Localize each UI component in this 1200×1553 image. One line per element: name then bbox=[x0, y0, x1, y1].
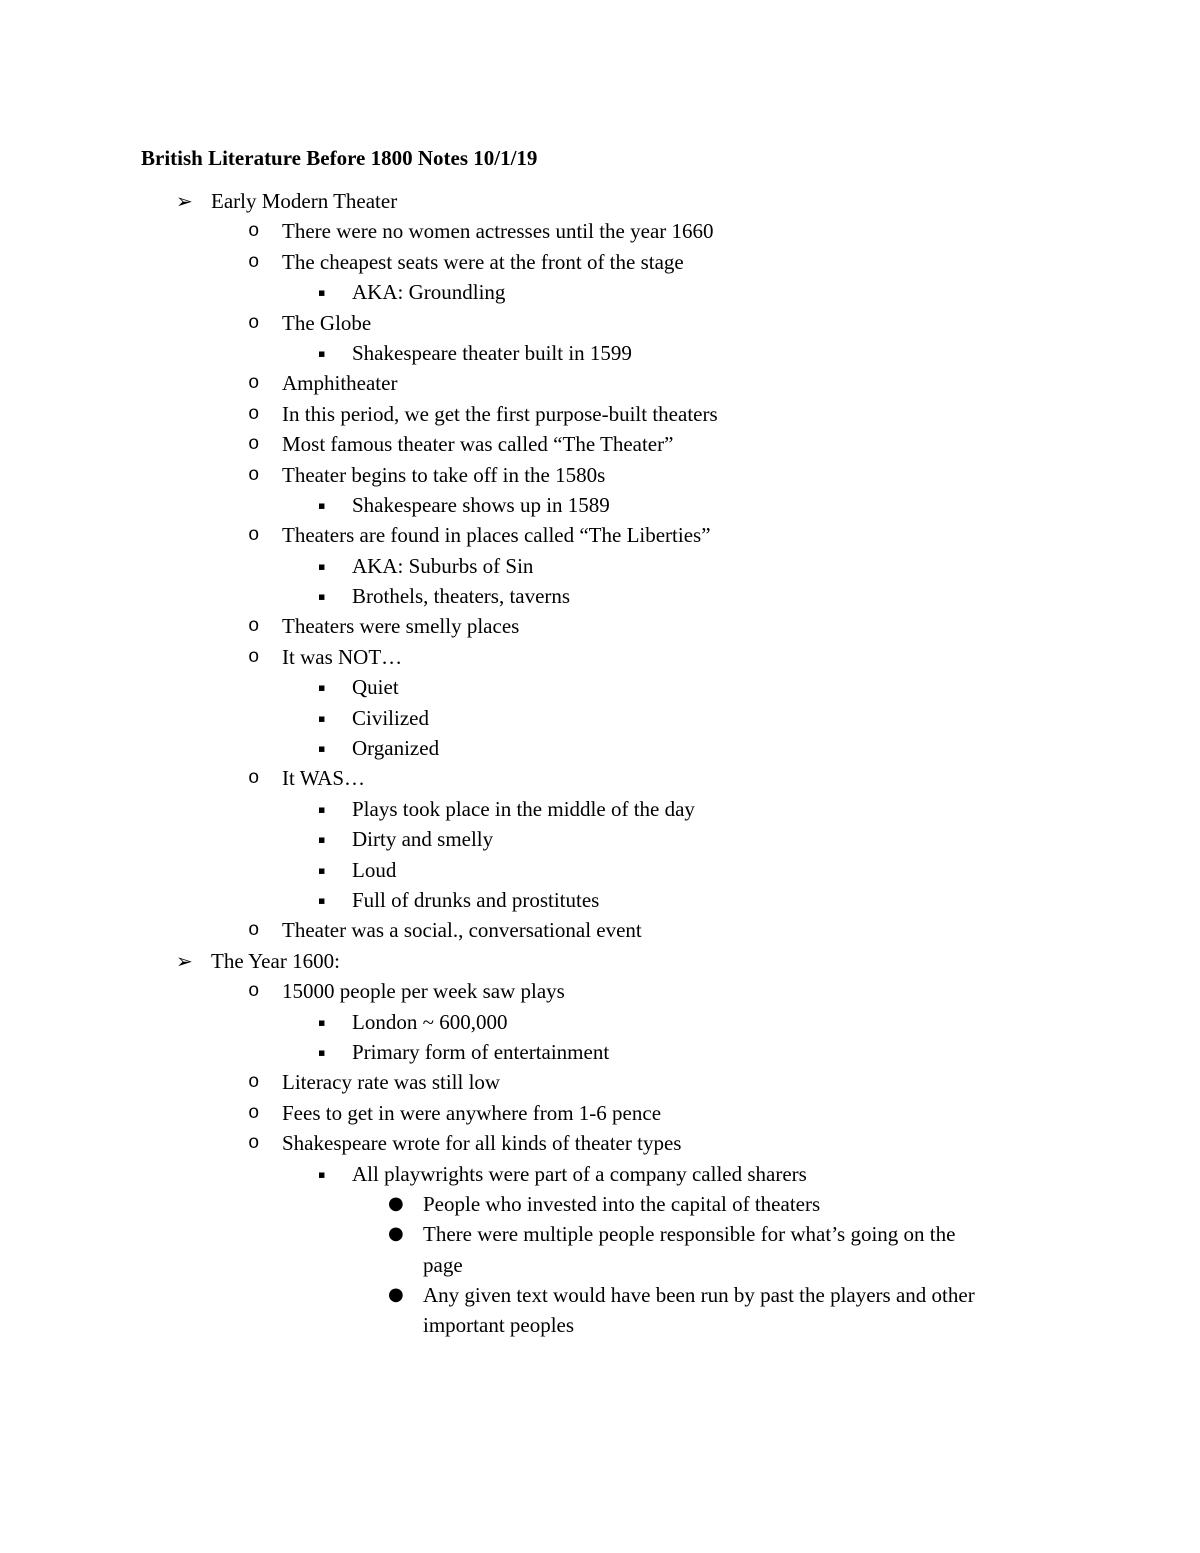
list-item-level-1 bbox=[0, 186, 1200, 216]
list-item-text: Shakespeare shows up in 1589 bbox=[352, 492, 610, 517]
list-item-text: People who invested into the capital of theaters bbox=[423, 1191, 821, 1216]
document-title: British Literature Before 1800 Notes 10/1/19 bbox=[141, 146, 538, 170]
square-bullet-icon bbox=[318, 824, 325, 855]
list-item-text: Organized bbox=[352, 736, 440, 761]
continuation-line bbox=[0, 1310, 1200, 1340]
square-bullet-icon bbox=[318, 490, 325, 521]
bullet-glyph: o bbox=[248, 250, 260, 273]
square-bullet-icon bbox=[318, 885, 325, 916]
list-item-level-2 bbox=[0, 1098, 1200, 1128]
circle-bullet-icon bbox=[248, 429, 259, 459]
list-item-text: There were multiple people responsible for what’s going on the bbox=[423, 1222, 956, 1247]
list-item-level-3 bbox=[0, 1159, 1200, 1189]
list-item-text: AKA: Groundling bbox=[352, 280, 506, 305]
list-item-text: Full of drunks and prostitutes bbox=[352, 887, 600, 912]
circle-bullet-icon bbox=[248, 460, 259, 490]
bullet-glyph: o bbox=[248, 919, 260, 942]
bullet-glyph: o bbox=[248, 1071, 260, 1094]
list-item-text: The Globe bbox=[282, 310, 372, 335]
bullet-glyph: ▪ bbox=[318, 498, 326, 512]
list-item-text: In this period, we get the first purpose-built theaters bbox=[282, 401, 718, 426]
list-item-level-2 bbox=[0, 520, 1200, 550]
list-item-text: The Year 1600: bbox=[211, 948, 340, 973]
list-item-level-3 bbox=[0, 794, 1200, 824]
list-item-level-4 bbox=[0, 1280, 1200, 1310]
list-item-level-2 bbox=[0, 642, 1200, 672]
notes-outline bbox=[0, 186, 1200, 1341]
list-item-text: Shakespeare wrote for all kinds of theater types bbox=[282, 1131, 682, 1156]
list-item-text: AKA: Suburbs of Sin bbox=[352, 553, 534, 578]
bullet-glyph: ▪ bbox=[318, 589, 326, 603]
list-item-text: Loud bbox=[352, 857, 397, 882]
bullet-glyph: ▪ bbox=[318, 559, 326, 573]
bullet-glyph: o bbox=[248, 1132, 260, 1155]
list-item-level-3 bbox=[0, 338, 1200, 368]
bullet-glyph: o bbox=[248, 402, 260, 425]
list-item-text: It was NOT… bbox=[282, 644, 403, 669]
bullet-glyph: ▪ bbox=[318, 863, 326, 877]
circle-bullet-icon bbox=[248, 1098, 259, 1128]
list-item-level-3 bbox=[0, 277, 1200, 307]
list-item-level-3 bbox=[0, 733, 1200, 763]
arrow-bullet-icon bbox=[176, 946, 193, 977]
list-item-text: Quiet bbox=[352, 675, 399, 700]
list-item-text: important peoples bbox=[423, 1313, 575, 1338]
bullet-glyph: ● bbox=[388, 1223, 404, 1245]
list-item-text: Theater was a social., conversational event bbox=[282, 918, 642, 943]
bullet-glyph: ▪ bbox=[318, 285, 326, 299]
list-item-text: Theater begins to take off in the 1580s bbox=[282, 462, 606, 487]
square-bullet-icon bbox=[318, 277, 325, 308]
square-bullet-icon bbox=[318, 794, 325, 825]
circle-bullet-icon bbox=[248, 1128, 259, 1158]
bullet-glyph: o bbox=[248, 767, 260, 790]
list-item-text: Any given text would have been run by past the players and other bbox=[423, 1283, 975, 1308]
circle-bullet-icon bbox=[248, 520, 259, 550]
bullet-glyph: ▪ bbox=[318, 711, 326, 725]
list-item-level-3 bbox=[0, 885, 1200, 915]
list-item-text: Plays took place in the middle of the day bbox=[352, 796, 695, 821]
dot-bullet-icon bbox=[388, 1280, 404, 1311]
circle-bullet-icon bbox=[248, 216, 259, 246]
list-item-text: Most famous theater was called “The Theater” bbox=[282, 432, 674, 457]
bullet-glyph: o bbox=[248, 980, 260, 1003]
bullet-glyph: ▪ bbox=[318, 681, 326, 695]
list-item-level-2 bbox=[0, 1128, 1200, 1158]
list-item-text: Early Modern Theater bbox=[211, 189, 398, 213]
list-item-level-2 bbox=[0, 308, 1200, 338]
list-item-text: Primary form of entertainment bbox=[352, 1039, 610, 1064]
list-item-level-3 bbox=[0, 490, 1200, 520]
square-bullet-icon bbox=[318, 733, 325, 764]
bullet-glyph: ▪ bbox=[318, 741, 326, 755]
bullet-glyph: o bbox=[248, 463, 260, 486]
list-item-text: The cheapest seats were at the front of the stage bbox=[282, 249, 684, 274]
bullet-glyph: o bbox=[248, 372, 260, 395]
square-bullet-icon bbox=[318, 672, 325, 703]
bullet-glyph: o bbox=[248, 1101, 260, 1124]
list-item-text: Civilized bbox=[352, 705, 429, 730]
bullet-glyph: ▪ bbox=[318, 1167, 326, 1181]
list-item-level-3 bbox=[0, 855, 1200, 885]
list-item-level-3 bbox=[0, 703, 1200, 733]
list-item-level-2 bbox=[0, 763, 1200, 793]
list-item-level-4 bbox=[0, 1219, 1200, 1249]
list-item-level-3 bbox=[0, 581, 1200, 611]
bullet-glyph: o bbox=[248, 311, 260, 334]
square-bullet-icon bbox=[318, 1007, 325, 1038]
bullet-glyph: ➢ bbox=[176, 189, 193, 213]
list-item-text: There were no women actresses until the year 1660 bbox=[282, 219, 714, 244]
list-item-level-2 bbox=[0, 1067, 1200, 1097]
circle-bullet-icon bbox=[248, 976, 259, 1006]
continuation-line bbox=[0, 1250, 1200, 1280]
circle-bullet-icon bbox=[248, 247, 259, 277]
list-item-level-2 bbox=[0, 460, 1200, 490]
square-bullet-icon bbox=[318, 855, 325, 886]
list-item-level-2 bbox=[0, 429, 1200, 459]
bullet-glyph: o bbox=[248, 220, 260, 243]
bullet-glyph: ● bbox=[388, 1284, 404, 1306]
list-item-text: Theaters are found in places called “The Liberties” bbox=[282, 523, 711, 548]
list-item-text: Theaters were smelly places bbox=[282, 614, 520, 639]
list-item-text: page bbox=[423, 1252, 463, 1277]
circle-bullet-icon bbox=[248, 1067, 259, 1097]
bullet-glyph: ▪ bbox=[318, 346, 326, 360]
bullet-glyph: ▪ bbox=[318, 833, 326, 847]
bullet-glyph: ▪ bbox=[318, 1045, 326, 1059]
list-item-level-3 bbox=[0, 824, 1200, 854]
list-item-text: It WAS… bbox=[282, 766, 366, 791]
list-item-text: Literacy rate was still low bbox=[282, 1070, 501, 1095]
square-bullet-icon bbox=[318, 1159, 325, 1190]
bullet-glyph: ▪ bbox=[318, 893, 326, 907]
list-item-text: London ~ 600,000 bbox=[352, 1009, 508, 1034]
circle-bullet-icon bbox=[248, 915, 259, 945]
bullet-glyph: o bbox=[248, 645, 260, 668]
list-item-text: 15000 people per week saw plays bbox=[282, 979, 565, 1004]
square-bullet-icon bbox=[318, 338, 325, 369]
list-item-level-3 bbox=[0, 1037, 1200, 1067]
bullet-glyph: ● bbox=[388, 1192, 404, 1214]
list-item-level-3 bbox=[0, 672, 1200, 702]
bullet-glyph: o bbox=[248, 615, 260, 638]
list-item-text: Dirty and smelly bbox=[352, 827, 494, 852]
list-item-level-3 bbox=[0, 1007, 1200, 1037]
dot-bullet-icon bbox=[388, 1189, 404, 1220]
bullet-glyph: o bbox=[248, 433, 260, 456]
bullet-glyph: o bbox=[248, 524, 260, 547]
square-bullet-icon bbox=[318, 703, 325, 734]
circle-bullet-icon bbox=[248, 399, 259, 429]
circle-bullet-icon bbox=[248, 368, 259, 398]
list-item-level-2 bbox=[0, 915, 1200, 945]
circle-bullet-icon bbox=[248, 763, 259, 793]
bullet-glyph: ▪ bbox=[318, 802, 326, 816]
bullet-glyph: ➢ bbox=[176, 948, 193, 973]
list-item-level-2 bbox=[0, 216, 1200, 246]
list-item-text: Fees to get in were anywhere from 1-6 pence bbox=[282, 1100, 662, 1125]
circle-bullet-icon bbox=[248, 308, 259, 338]
list-item-level-1 bbox=[0, 946, 1200, 976]
arrow-bullet-icon bbox=[176, 186, 193, 217]
list-item-level-2 bbox=[0, 247, 1200, 277]
circle-bullet-icon bbox=[248, 642, 259, 672]
list-item-level-4 bbox=[0, 1189, 1200, 1219]
list-item-level-2 bbox=[0, 976, 1200, 1006]
square-bullet-icon bbox=[318, 551, 325, 582]
square-bullet-icon bbox=[318, 1037, 325, 1068]
dot-bullet-icon bbox=[388, 1219, 404, 1250]
square-bullet-icon bbox=[318, 581, 325, 612]
list-item-level-2 bbox=[0, 368, 1200, 398]
list-item-level-2 bbox=[0, 611, 1200, 641]
list-item-level-3 bbox=[0, 551, 1200, 581]
list-item-level-2 bbox=[0, 399, 1200, 429]
circle-bullet-icon bbox=[248, 611, 259, 641]
list-item-text: Amphitheater bbox=[282, 371, 398, 396]
list-item-text: All playwrights were part of a company called sharers bbox=[352, 1161, 807, 1186]
list-item-text: Shakespeare theater built in 1599 bbox=[352, 340, 632, 365]
list-item-text: Brothels, theaters, taverns bbox=[352, 584, 571, 609]
bullet-glyph: ▪ bbox=[318, 1015, 326, 1029]
